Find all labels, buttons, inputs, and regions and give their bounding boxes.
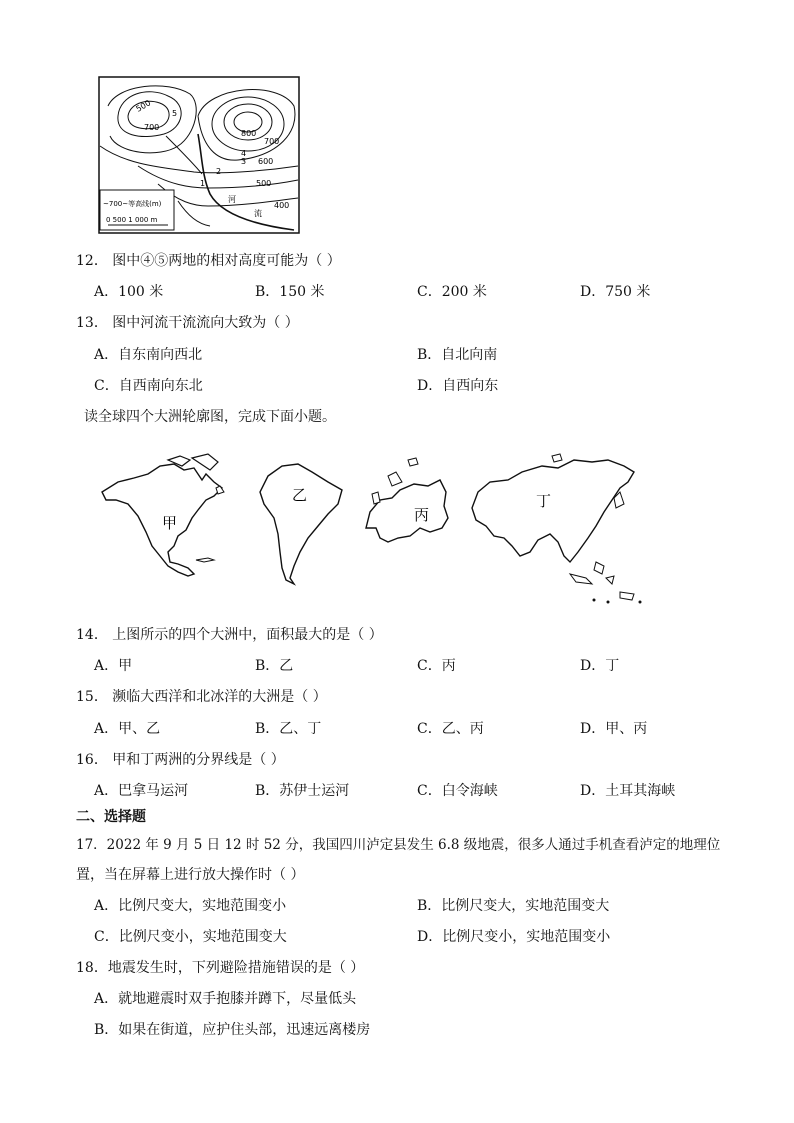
continent-asia xyxy=(472,454,642,604)
question-15-option-b[interactable]: B．乙、丁 xyxy=(255,721,322,737)
question-17-option-b[interactable]: B．比例尺变大，实地范围变大 xyxy=(417,898,610,914)
question-13-option-c[interactable]: C．自西南向东北 xyxy=(94,378,203,394)
contour-label: 500 xyxy=(256,179,272,188)
question-12-option-d[interactable]: D．750 米 xyxy=(580,284,651,300)
question-12-stem: 12． 图中④⑤两地的相对高度可能为（ ） xyxy=(76,253,341,269)
point-label-1: 1 xyxy=(200,179,206,188)
contour-label: 500 xyxy=(134,98,153,114)
question-17-option-a[interactable]: A．比例尺变大，实地范围变小 xyxy=(94,898,287,914)
continent-label-ding: 丁 xyxy=(536,492,552,510)
question-13-option-b[interactable]: B．自北向南 xyxy=(417,347,498,363)
question-13-option-a[interactable]: A．自东南向西北 xyxy=(94,347,203,363)
section-heading: 二、选择题 xyxy=(76,809,146,825)
question-16-option-b[interactable]: B．苏伊士运河 xyxy=(255,783,350,799)
question-15-option-c[interactable]: C．乙、丙 xyxy=(417,721,484,737)
question-17-stem-line2: 置，当在屏幕上进行放大操作时（ ） xyxy=(76,867,305,883)
question-16-option-c[interactable]: C．白令海峡 xyxy=(417,783,498,799)
question-12-option-c[interactable]: C．200 米 xyxy=(417,284,487,300)
point-label-5: 5 xyxy=(172,109,178,118)
contour-label: 400 xyxy=(274,201,290,210)
question-17-stem-line1: 17．2022 年 9 月 5 日 12 时 52 分，我国四川泸定县发生 6.8 级地震，很多人通过手机查看泸定的地理位 xyxy=(76,837,721,853)
contour-label: 800 xyxy=(241,129,257,138)
question-16-option-a[interactable]: A．巴拿马运河 xyxy=(94,783,189,799)
continent-south-america xyxy=(260,464,342,584)
contour-label: 700 xyxy=(264,137,280,146)
question-14-option-c[interactable]: C．丙 xyxy=(417,658,456,674)
point-label-2: 2 xyxy=(216,167,222,176)
question-16-stem: 16． 甲和丁两洲的分界线是（ ） xyxy=(76,752,285,768)
contour-label: 600 xyxy=(258,157,274,166)
map-legend-scale: 0 500 1 000 m xyxy=(106,216,158,224)
question-17-option-d[interactable]: D．比例尺变小，实地范围变小 xyxy=(417,929,611,945)
continent-europe xyxy=(366,458,448,542)
contour-label: 700 xyxy=(144,123,160,132)
question-15-stem: 15． 濒临大西洋和北冰洋的大洲是（ ） xyxy=(76,689,327,705)
question-14-option-d[interactable]: D．丁 xyxy=(580,658,620,674)
continent-label-bing: 丙 xyxy=(414,506,430,524)
continent-label-jia: 甲 xyxy=(162,514,178,532)
question-13-option-d[interactable]: D．自西向东 xyxy=(417,378,499,394)
question-12-option-b[interactable]: B．150 米 xyxy=(255,284,325,300)
question-14-option-b[interactable]: B．乙 xyxy=(255,658,294,674)
question-14-option-a[interactable]: A．甲 xyxy=(94,658,133,674)
point-label-4: 4 xyxy=(241,149,247,158)
reading-intro: 读全球四个大洲轮廓图，完成下面小题。 xyxy=(84,409,336,425)
question-15-option-a[interactable]: A．甲、乙 xyxy=(94,721,161,737)
question-15-option-d[interactable]: D．甲、丙 xyxy=(580,721,648,737)
continents-figure xyxy=(98,452,646,608)
question-18-option-a[interactable]: A．就地避震时双手抱膝并蹲下，尽量低头 xyxy=(94,991,357,1007)
question-18-option-b[interactable]: B．如果在街道，应护住头部，迅速远离楼房 xyxy=(94,1022,371,1038)
river-label: 流 xyxy=(254,209,262,218)
question-14-stem: 14． 上图所示的四个大洲中，面积最大的是（ ） xyxy=(76,627,383,643)
river-label: 河 xyxy=(228,195,236,204)
question-18-stem: 18．地震发生时，下列避险措施错误的是（ ） xyxy=(76,960,365,976)
continent-north-america xyxy=(102,454,224,576)
question-12-option-a[interactable]: A．100 米 xyxy=(94,284,164,300)
continent-label-yi: 乙 xyxy=(292,486,308,504)
question-16-option-d[interactable]: D．土耳其海峡 xyxy=(580,783,676,799)
question-13-stem: 13． 图中河流干流流向大致为（ ） xyxy=(76,315,299,331)
point-label-3: 3 xyxy=(241,157,247,166)
map-legend-contour: ~700~等高线(m) xyxy=(103,200,162,208)
contour-map xyxy=(98,76,300,234)
question-17-option-c[interactable]: C．比例尺变小，实地范围变大 xyxy=(94,929,287,945)
